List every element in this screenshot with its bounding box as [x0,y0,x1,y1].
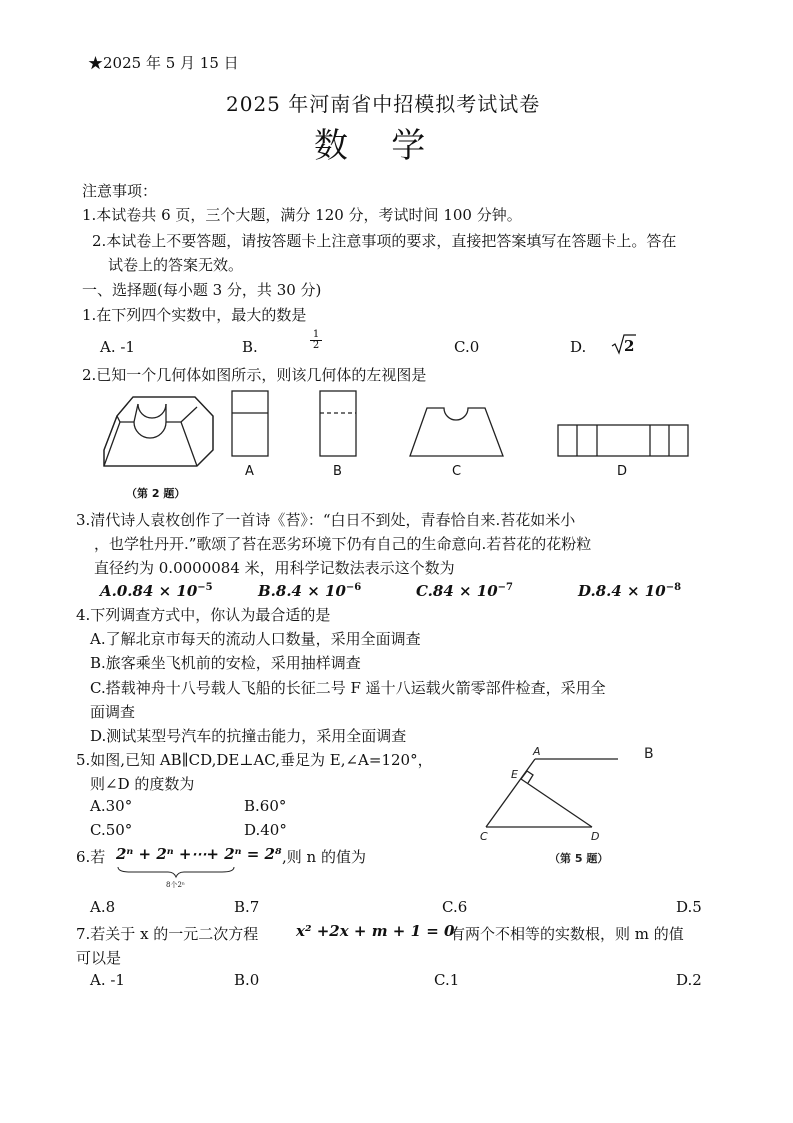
q5-caption: （第 5 题） [549,852,609,865]
q2-label-a: A [245,464,254,479]
point-e-label: E [511,768,518,781]
q6-suffix: ,则 n 的值为 [282,848,366,866]
q3-line2: ，也学牡丹开.”歌颂了苔在恶劣环境下仍有自己的生命意向.若苔花的花粉粒 [94,535,592,553]
exam-date: ★2025 年 5 月 15 日 [88,54,239,72]
point-b-label: B [644,746,654,762]
q3-line3: 直径约为 0.0000084 米，用科学记数法表示这个数为 [94,559,455,577]
note-2-line1: 2.本试卷上不要答题，请按答题卡上注意事项的要求，直接把答案填写在答题卡上。答在 [92,232,677,250]
q2-label-b: B [333,464,342,479]
q1-option-b: B. [242,338,258,356]
q4-option-c-line2: 面调查 [90,703,136,721]
q7-line1-prefix: 7.若关于 x 的一元二次方程 [76,925,259,943]
q7-option-a: A. -1 [90,971,125,989]
q6-option-b: B.7 [234,898,260,916]
q2-caption: （第 2 题） [126,487,186,500]
q3-option-c: $C.84 \times 10^{-7}$ [416,582,514,600]
q4-option-a: A.了解北京市每天的流动人口数量，采用全面调查 [90,630,421,648]
q2-stem: 2.已知一个几何体如图所示，则该几何体的左视图是 [82,366,427,384]
q1-radicand: 2 [624,337,635,355]
q6-option-c: C.6 [442,898,468,916]
point-c-label: C [480,830,488,843]
q4-option-b: B.旅客乘坐飞机前的安检，采用抽样调查 [90,654,361,672]
q6-option-d: D.5 [676,898,702,916]
fraction-numerator: 1 [312,329,320,340]
section-heading: 一、选择题(每小题 3 分，共 30 分) [82,281,322,299]
q7-equation: x² +2x + m + 1 = 0 [296,922,455,940]
q5-option-d: D.40° [244,821,287,839]
q7-line1-suffix: 有两个不相等的实数根，则 m 的值 [450,925,684,943]
q5-option-c: C.50° [90,821,133,839]
q7-option-b: B.0 [234,971,260,989]
point-d-label: D [591,830,600,843]
q3-line1: 3.清代诗人袁枚创作了一首诗《苔》：“白日不到处，青春恰自来.苔花如米小 [76,511,576,529]
q7-option-d: D.2 [676,971,702,989]
q6-option-a: A.8 [90,898,116,916]
q1-option-d: D. [570,338,587,356]
fraction-denominator: 2 [310,340,322,351]
q5-line2: 则∠D 的度数为 [90,775,195,793]
q5-line1: 5.如图,已知 AB∥CD,DE⊥AC,垂足为 E,∠A=120°， [76,751,433,769]
notes-heading: 注意事项： [82,182,158,200]
q6-brace-icon [116,866,236,880]
q7-line2: 可以是 [76,949,122,967]
q4-stem: 4.下列调查方式中，你认为最合适的是 [76,606,331,624]
q3-option-b: $B.8.4 \times 10^{-6}$ [258,582,362,600]
q6-prefix: 6.若 [76,848,106,866]
q5-option-b: B.60° [244,797,287,815]
q1-option-a: A. -1 [100,338,135,356]
q2-label-d: D [617,464,628,479]
q2-label-c: C [452,464,462,479]
q1-option-c: C.0 [454,338,480,356]
q3-option-a: $A.0.84 \times 10^{-5}$ [100,582,213,600]
subject-title: 数 学 [314,126,426,166]
point-a-label: A [533,745,541,758]
q4-option-d: D.测试某型号汽车的抗撞击能力，采用全面调查 [90,727,407,745]
note-2-line2: 试卷上的答案无效。 [108,256,244,274]
q3-option-d: $D.8.4 \times 10^{-8}$ [578,582,682,600]
q5-option-a: A.30° [90,797,133,815]
q7-option-c: C.1 [434,971,460,989]
q4-option-c-line1: C.搭载神舟十八号载人飞船的长征二号 F 遥十八运载火箭零部件检查，采用全 [90,679,606,697]
q1-stem: 1.在下列四个实数中，最大的数是 [82,306,307,324]
note-1: 1.本试卷共 6 页，三个大题，满分 120 分，考试时间 100 分钟。 [82,206,522,224]
q6-expression: 2ⁿ + 2ⁿ +⋯+ 2ⁿ = 2⁸ [116,845,282,863]
exam-title: 2025 年河南省中招模拟考试试卷 [226,92,541,116]
q6-brace-label: 8个2ⁿ [166,881,185,889]
